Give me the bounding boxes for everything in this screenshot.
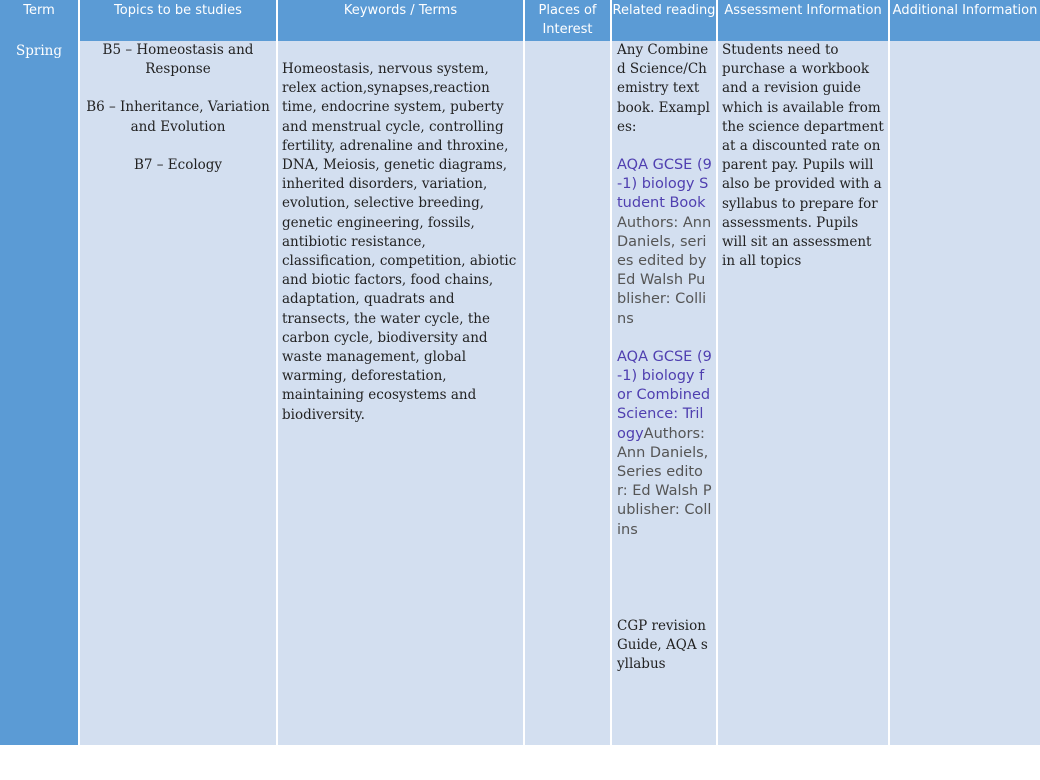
term-cell: Spring (0, 41, 78, 745)
places-cell (525, 41, 610, 745)
header-reading: Related reading (612, 0, 716, 41)
header-assessment: Assessment Information (718, 0, 888, 41)
book-entry (617, 156, 712, 329)
topic-item: B6 – Inheritance, Variation and Evolution (86, 99, 270, 135)
book-entry (617, 348, 712, 540)
header-additional: Additional Information (890, 0, 1040, 41)
header-topics: Topics to be studies (80, 0, 276, 41)
reading-intro: Any Combined Science/Chemistry text book. Examples: (617, 42, 710, 135)
additional-cell (890, 41, 1040, 745)
reading-extra: CGP revision Guide, AQA syllabus (617, 617, 708, 673)
header-keywords: Keywords / Terms (278, 0, 523, 41)
topics-cell (80, 41, 276, 745)
reading-cell (612, 41, 716, 745)
book-info: Authors: Ann Daniels, series edited by Ed Walsh Publisher: Collins (617, 214, 712, 327)
assessment-cell: Students need to purchase a workbook and a revision guide which is available from the science department at a discounted rate on parent pay. Pupils will also be provided with a syllabus to prepare for assessments. Pupils will sit an assessment in all topics (718, 41, 888, 745)
book-title: AQA GCSE (9-1) biology for Combined Science: Trilogy (617, 348, 712, 442)
header-term: Term (0, 0, 78, 41)
keywords-cell: Homeostasis, nervous system, relex action,synapses,reaction time, endocrine system, puberty and menstrual cycle, controlling fertility, adrenaline and throxine, DNA, Meiosis, genetic diagrams, inherited disorders, variation, evolution, selective breeding, genetic engineering, fossils, antibiotic resistance, classification, competition, abiotic and biotic factors, food chains, adaptation, quadrats and transects, the water cycle, the carbon cycle, biodiversity and waste management, global warming, deforestation, maintaining ecosystems and biodiversity. (278, 41, 523, 745)
topic-item: B7 – Ecology (133, 156, 223, 173)
book-info: Authors: Ann Daniels, Series editor: Ed Walsh Publisher: Collins (617, 425, 712, 538)
header-places: Places of Interest (525, 0, 610, 41)
book-title: AQA GCSE (9-1) biology Student Book (617, 157, 712, 212)
topic-item: B5 – Homeostasis and Response (102, 42, 254, 78)
